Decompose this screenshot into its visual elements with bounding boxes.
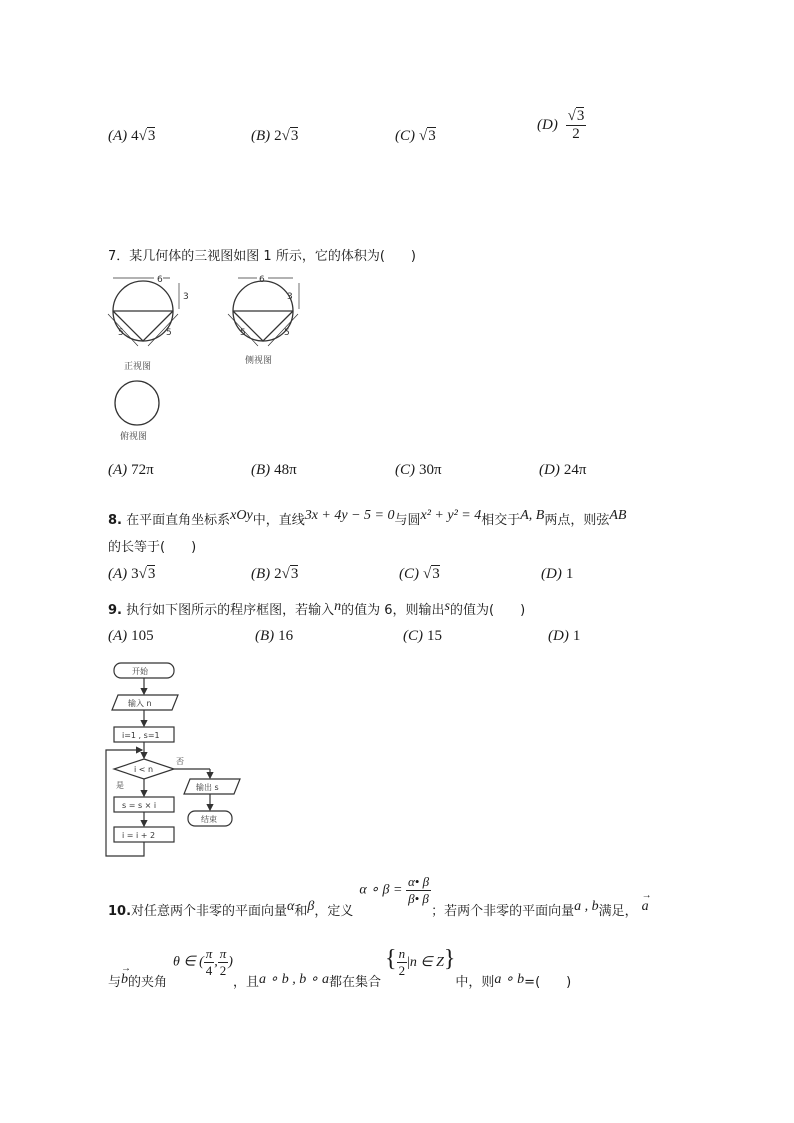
math-beta: β (307, 898, 315, 914)
math-pi: π (205, 946, 213, 962)
q6-option-d (537, 108, 586, 143)
flow-init-text: i=1 , s=1 (122, 731, 160, 740)
side-height-label: 3 (287, 292, 293, 302)
three-view-figure (100, 268, 310, 448)
math-line-equation: 3x + 4y − 5 = 0 (304, 508, 395, 523)
question-stem: 两点，则弦 (544, 513, 610, 528)
q7-option-d (539, 462, 586, 479)
q7-option-b (251, 462, 297, 479)
option-label: (A) (108, 628, 128, 644)
question-stem: 满足， (598, 903, 638, 919)
math-set-two: 2 (398, 963, 406, 979)
math-theta: θ ∈ ( (173, 955, 204, 970)
q6-option-b: (B) 2√3 (251, 128, 299, 144)
question-8-text (108, 509, 626, 529)
option-denominator: 2 (572, 126, 580, 142)
option-radicand: 3 (428, 128, 436, 144)
front-height-label: 3 (183, 292, 189, 302)
definition-formula (359, 874, 431, 907)
question-number: 10. (108, 903, 132, 919)
math-vectors: a , b (574, 898, 599, 914)
flow-start-text: 开始 (132, 667, 148, 676)
question-stem: 和 (294, 903, 308, 919)
front-width-label: 6 (157, 275, 163, 285)
math-operations: a ∘ b , b ∘ a (258, 972, 330, 987)
math-final-expression: a ∘ b (494, 972, 525, 987)
option-radicand: 3 (576, 108, 585, 124)
option-value: 48π (274, 462, 297, 478)
q8-option-c: (C) √3 (399, 566, 440, 582)
top-view-label: 俯视图 (120, 432, 148, 442)
question-stem: 相交于 (481, 513, 521, 528)
question-stem: =( ) (524, 975, 572, 990)
front-view-label: 正视图 (124, 362, 152, 372)
option-radicand: 3 (147, 128, 156, 144)
option-value: 16 (278, 628, 294, 644)
question-stem: 对任意两个非零的平面向量 (131, 903, 288, 919)
question-stem: ，且 (232, 975, 259, 990)
flow-step2-text: i = i + 2 (122, 831, 156, 840)
option-label: (D) (537, 117, 558, 133)
math-set-n: n (398, 946, 406, 962)
option-label: (C) (399, 566, 419, 582)
question-7-text (108, 245, 416, 264)
option-value: 24π (563, 462, 587, 478)
q9-option-c (403, 628, 442, 645)
q7-option-a (108, 462, 154, 479)
q9-option-a (108, 628, 154, 645)
question-10-text-line2 (108, 946, 572, 990)
question-stem: 中，则 (455, 975, 495, 990)
q8-option-a: (A) 3√3 (108, 566, 156, 582)
question-stem: 执行如下图所示的程序框图，若输入 (126, 603, 335, 618)
option-label: (A) (108, 462, 128, 478)
option-radicand: 3 (147, 566, 156, 582)
option-value: 105 (131, 628, 154, 644)
definition-lhs: α ∘ β = (359, 882, 403, 898)
option-value: 30π (419, 462, 442, 478)
flow-no-label: 否 (176, 757, 184, 766)
definition-denominator: β• β (408, 891, 429, 906)
flow-step1-text: s = s × i (122, 801, 157, 810)
flowchart-figure (100, 658, 260, 860)
option-label: (D) (548, 628, 569, 644)
option-label: (B) (251, 462, 271, 478)
side-width-label: 6 (259, 275, 265, 285)
question-number: 8. (108, 513, 122, 528)
math-vector-a: → a (642, 899, 649, 915)
option-value: 1 (565, 566, 574, 582)
q8-option-b: (B) 2√3 (251, 566, 299, 582)
option-label: (C) (395, 462, 415, 478)
option-radicand: 3 (290, 566, 299, 582)
question-stem: ；若两个非零的平面向量 (431, 903, 575, 919)
set-notation: { $\frac{n}{2}$ |n ∈ Z} (385, 946, 456, 979)
option-label: (A) (108, 566, 128, 582)
option-value: 15 (427, 628, 442, 644)
question-10-text (108, 874, 649, 919)
math-two: 2 (219, 963, 227, 979)
q6-option-c: (C) √3 (395, 128, 436, 144)
q9-option-d (548, 628, 580, 645)
option-coef: 2 (274, 566, 282, 582)
math-close-paren: ) (228, 955, 233, 970)
question-stem: 中，直线 (252, 513, 305, 528)
question-stem: ．某几何体的三视图如图 1 所示，它的体积为( ) (116, 249, 416, 264)
angle-range: θ ∈ ( $\frac{\pi}{4}$ , $\frac{\pi}{2}$ ) (173, 946, 233, 979)
math-variable: n (334, 599, 342, 614)
flow-output-text: 输出 s (196, 783, 219, 792)
q6-option-a: (A) 4√3 (108, 128, 156, 144)
option-fraction: $\frac{√3}{2}$ (567, 108, 585, 142)
option-radicand: 3 (432, 566, 440, 582)
option-label: (C) (395, 128, 415, 144)
question-8-text-line2 (108, 536, 196, 555)
option-label: (D) (539, 462, 560, 478)
q7-option-c (395, 462, 442, 479)
math-circle-equation: x² + y² = 4 (420, 508, 482, 523)
question-stem: 与圆 (394, 513, 421, 528)
math-vector-b: → b (121, 972, 128, 988)
front-slant-right-label: 5 (166, 328, 172, 338)
side-slant-right-label: 5 (284, 328, 290, 338)
question-stem: ，定义 (314, 903, 354, 919)
question-9-text (108, 599, 525, 619)
option-label: (B) (255, 628, 275, 644)
math-four: 4 (205, 963, 213, 979)
math-points: A, B (520, 508, 545, 523)
option-coef: 2 (274, 128, 282, 144)
question-number: 7 (108, 249, 117, 264)
question-stem: 的值为( ) (450, 603, 526, 618)
question-stem: 都在集合 (329, 975, 382, 990)
front-slant-left-label: 5 (118, 328, 124, 338)
flow-end-text: 结束 (201, 815, 217, 824)
flow-yes-label: 是 (116, 781, 124, 790)
definition-numerator: α• β (407, 874, 430, 889)
option-label: (B) (251, 128, 271, 144)
question-stem: 的值为 6，则输出 (341, 603, 445, 618)
q8-option-d (541, 566, 573, 583)
top-view-circle (115, 381, 159, 425)
question-number: 9. (108, 603, 122, 618)
math-coordinate-system: xOy (230, 508, 253, 523)
math-pi: π (219, 946, 227, 962)
option-label: (A) (108, 128, 128, 144)
question-stem: 的夹角 (128, 975, 168, 990)
option-label: (C) (403, 628, 423, 644)
question-stem: 的长等于( ) (108, 540, 197, 555)
flow-condition-text: i < n (134, 765, 154, 774)
math-chord: AB (609, 508, 627, 523)
option-coef: 4 (131, 128, 139, 144)
option-value: 1 (572, 628, 581, 644)
option-radicand: 3 (290, 128, 299, 144)
side-view-label: 侧视图 (245, 356, 273, 366)
math-alpha: α (287, 898, 295, 914)
math-set-condition: n ∈ Z (409, 955, 444, 970)
question-stem: 在平面直角坐标系 (126, 513, 231, 528)
flow-input-text: 输入 n (128, 699, 152, 708)
option-value: 72π (131, 462, 154, 478)
option-label: (B) (251, 566, 271, 582)
q9-option-b (255, 628, 293, 645)
option-coef: 3 (131, 566, 139, 582)
question-stem: 与 (108, 975, 122, 990)
side-slant-left-label: 5 (240, 328, 246, 338)
option-label: (D) (541, 566, 562, 582)
math-variable: s (444, 599, 450, 614)
